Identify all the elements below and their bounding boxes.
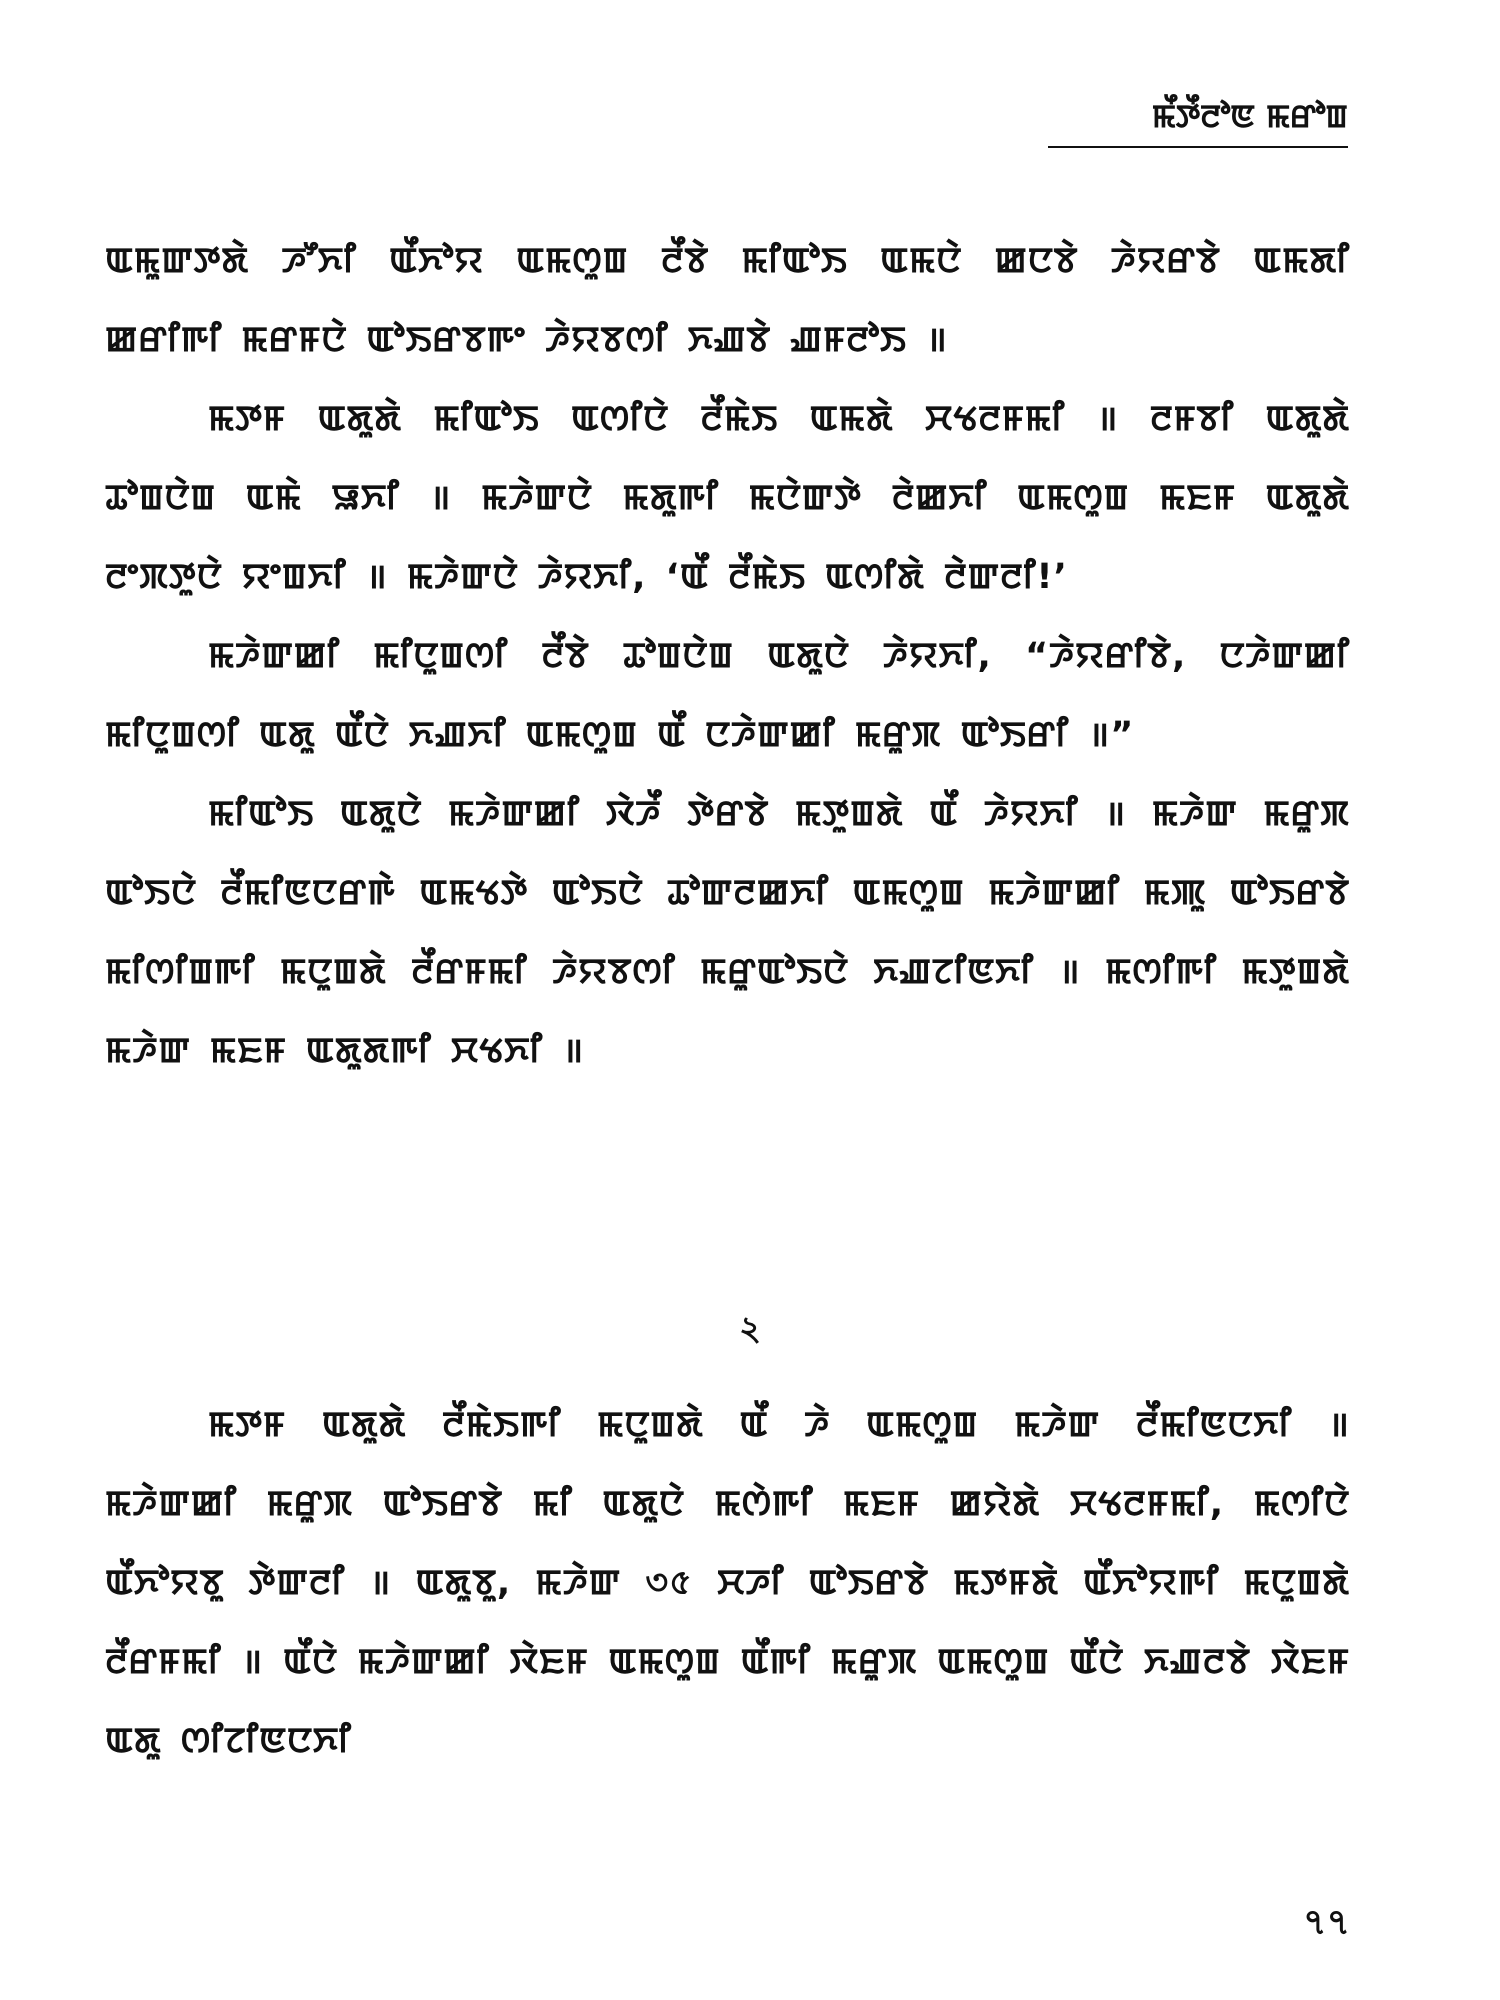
paragraph-2: ꯃꯇꯝ ꯑꯗꯨꯗꯥ ꯃꯤꯑꯣꯏ ꯑꯁꯤꯅꯥ ꯂꯩꯃꯥꯏ ꯑꯃꯗꯥ ꯆꯠꯂꯝꯃꯤ ॥ ꯂꯝꯕꯤ ꯑꯗꯨꯗꯥ ꯊꯣꯡꯅꯥꯡ ꯑꯃꯥ ꯎꯈꯤ ॥ ꯃꯍꯥꯛꯅꯥ ꯃꯗꯨꯒꯤ ꯃꯅꯥꯛꯇꯥ ꯂꯥꯀꯈꯤ ꯑꯃꯁꯨꯡ ꯃꯐꯝ ꯑꯗꯨꯗꯥ ꯂꯦꯞꯇꯨꯅꯥ ꯌꯦꯡꯈꯤ ॥ ꯃꯍꯥꯛꯅꯥ ꯍꯥꯌꯈꯤ, ‘ꯑꯩ ꯂꯩꯃꯥꯏ ꯑꯁꯤꯗꯥ ꯂꯥꯛꯂꯤ!’ (105, 399, 1350, 597)
paragraph-5: ꯃꯇꯝ ꯑꯗꯨꯗꯥ ꯂꯩꯃꯥꯏꯒꯤ ꯃꯅꯨꯡꯗꯥ ꯑꯩ ꯍꯥ ꯑꯃꯁꯨꯡ ꯃꯍꯥꯛ ꯂꯩꯃꯤꯟꯅꯈꯤ ॥ ꯃꯍꯥꯛꯀꯤ ꯃꯔꯨꯞ ꯑꯣꯏꯔꯕꯥ ꯃꯤ ꯑꯗꯨꯅꯥ ꯃꯁꯥꯒꯤ ꯃꯐꯝ ꯀꯌꯥꯗꯥ ꯆꯠꯂꯝꯃꯤ, ꯃꯁꯤꯅꯥ ꯑꯩꯈꯣꯌꯕꯨ ꯇꯥꯛꯂꯤ ॥ ꯑꯗꯨꯕꯨ, ꯃꯍꯥꯛ ৩৫ ꯆꯍꯤ ꯑꯣꯏꯔꯕꯥ ꯃꯇꯝꯗꯥ ꯑꯩꯈꯣꯌꯒꯤ ꯃꯅꯨꯡꯗꯥ ꯂꯩꯔꯝꯃꯤ ॥ ꯑꯩꯅꯥ ꯃꯍꯥꯛꯀꯤ ꯋꯥꯐꯝ ꯑꯃꯁꯨꯡ ꯑꯩꯒꯤ ꯃꯔꯨꯞ ꯑꯃꯁꯨꯡ ꯑꯩꯅꯥ ꯈꯉꯂꯕꯥ ꯋꯥꯐꯝ ꯑꯗꯨ ꯁꯤꯖꯤꯟꯅꯈꯤ (105, 1405, 1350, 1761)
paragraph-1: ꯑꯃꯨꯛꯇꯗꯥ ꯍꯧꯈꯤ ꯑꯩꯈꯣꯌ ꯑꯃꯁꯨꯡ ꯂꯩꯕꯥ ꯃꯤꯑꯣꯏ ꯑꯃꯅꯥ ꯀꯅꯕꯥ ꯍꯥꯌꯔꯕꯥ ꯑꯃꯗꯤ ꯀꯔꯤꯒꯤ ꯃꯔꯝꯅꯥ ꯑꯣꯏꯔꯕꯒꯦ ꯍꯥꯌꯕꯁꯤ ꯈꯉꯕꯥ ꯉꯝꯂꯣꯏ ॥ (105, 241, 1350, 360)
paragraph-3: ꯃꯍꯥꯛꯀꯤ ꯃꯤꯅꯨꯡꯁꯤ ꯂꯩꯕꯥ ꯊꯣꯡꯅꯥꯡ ꯑꯗꯨꯅꯥ ꯍꯥꯌꯈꯤ, “ꯍꯥꯌꯔꯤꯕꯥ, ꯅꯍꯥꯛꯀꯤ ꯃꯤꯅꯨꯡꯁꯤ ꯑꯗꯨ ꯑꯩꯅꯥ ꯈꯉꯈꯤ ꯑꯃꯁꯨꯡ ꯑꯩ ꯅꯍꯥꯛꯀꯤ ꯃꯔꯨꯞ ꯑꯣꯏꯔꯤ ॥” (105, 636, 1350, 755)
page-number: ৭৭ (1303, 1902, 1350, 1943)
paragraph-4: ꯃꯤꯑꯣꯏ ꯑꯗꯨꯅꯥ ꯃꯍꯥꯛꯀꯤ ꯋꯥꯍꯩ ꯇꯥꯔꯕꯥ ꯃꯇꯨꯡꯗꯥ ꯑꯩ ꯍꯥꯌꯈꯤ ॥ ꯃꯍꯥꯛ ꯃꯔꯨꯞ ꯑꯣꯏꯅꯥ ꯂꯩꯃꯤꯟꯅꯔꯒꯥ ꯑꯃꯠꯇꯥ ꯑꯣꯏꯅꯥ ꯊꯣꯛꯂꯀꯈꯤ ꯑꯃꯁꯨꯡ ꯃꯍꯥꯛꯀꯤ ꯃꯄꯨ ꯑꯣꯏꯔꯕꯥ ꯃꯤꯁꯤꯡꯒꯤ ꯃꯅꯨꯡꯗꯥ ꯂꯩꯔꯝꯃꯤ ꯍꯥꯌꯕꯁꯤ ꯃꯔꯨꯑꯣꯏꯅꯥ ꯈꯉꯖꯤꯟꯈꯤ ॥ ꯃꯁꯤꯒꯤ ꯃꯇꯨꯡꯗꯥ ꯃꯍꯥꯛ ꯃꯐꯝ ꯑꯗꯨꯗꯒꯤ ꯆꯠꯈꯤ ॥ (105, 794, 1350, 1071)
section-one-body (105, 222, 1350, 1091)
running-header: ꯃꯩꯇꯩꯂꯣꯟ ꯃꯔꯣꯡ (1048, 100, 1348, 148)
section-number: ২ (738, 1309, 762, 1349)
section-two-body (105, 1386, 1350, 1781)
